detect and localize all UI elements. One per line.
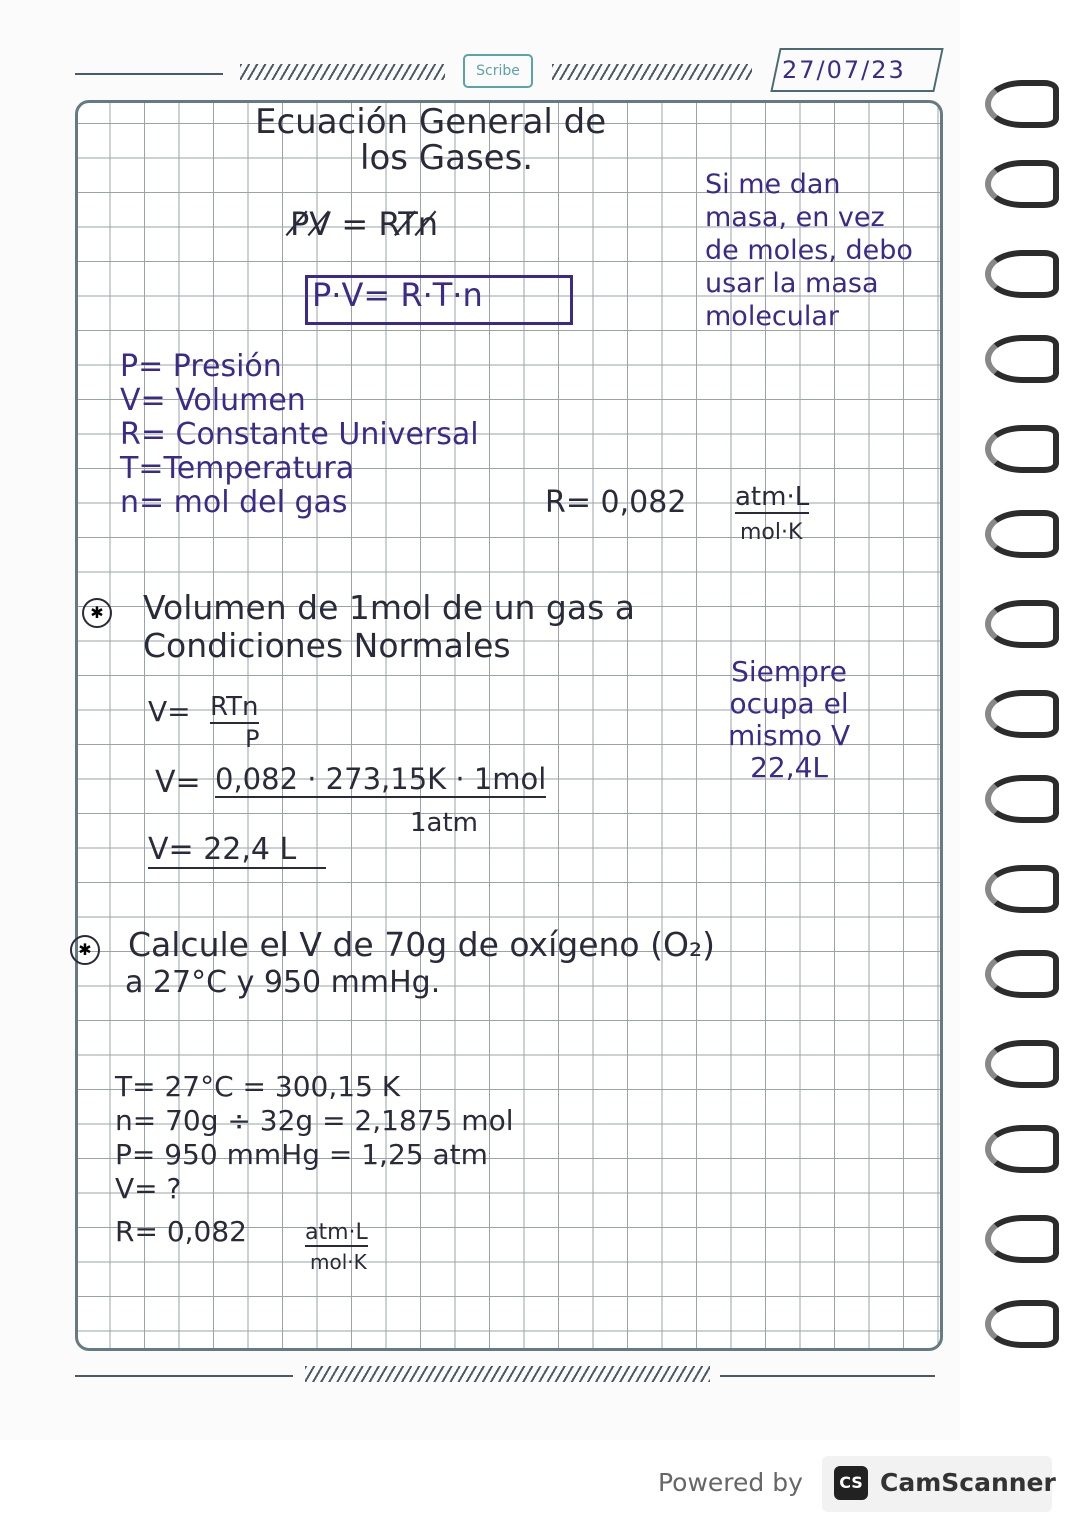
- header-hatch: [240, 64, 445, 80]
- spiral-ring: [985, 690, 1059, 738]
- spiral-ring: [985, 1300, 1059, 1348]
- side-note: [705, 168, 913, 333]
- note-line: Siempre: [731, 655, 848, 688]
- r-numerator: atm·L: [305, 1220, 368, 1245]
- title-line2: los Gases.: [360, 138, 534, 178]
- eq1-left: V=: [148, 695, 191, 728]
- eq1-numerator: RTn: [210, 692, 259, 722]
- r-constant: R= 0,082: [545, 485, 687, 520]
- spiral-ring: [985, 865, 1059, 913]
- data-line: n= 70g ÷ 32g = 2,1875 mol: [115, 1104, 514, 1137]
- spiral-ring: [985, 335, 1059, 383]
- section2-data: [115, 1070, 514, 1206]
- definition: P= Presión: [120, 349, 282, 384]
- spiral-ring: [985, 80, 1059, 128]
- formula-struck: P̸V̸ = RT̸n̸: [290, 205, 439, 243]
- date: 27/07/23: [782, 56, 906, 84]
- camscanner-logo-icon: CS: [834, 1466, 868, 1500]
- powered-by-label: Powered by: [658, 1468, 803, 1497]
- star-bullet-icon: ✱: [70, 935, 100, 965]
- spiral-ring: [985, 425, 1059, 473]
- spiral-ring: [985, 1040, 1059, 1088]
- eq1-denominator: P: [245, 725, 260, 753]
- definition: n= mol del gas: [120, 485, 348, 520]
- note-line: 22,4L: [750, 751, 829, 784]
- section2-prompt: a 27°C y 950 mmHg.: [125, 965, 441, 1000]
- side-note-line: de moles, debo: [705, 235, 913, 266]
- header-hatch: [552, 64, 752, 80]
- side-note-line: masa, en vez: [705, 202, 885, 233]
- footer-rule: [720, 1375, 935, 1377]
- definitions: [120, 350, 479, 520]
- spiral-ring: [985, 775, 1059, 823]
- section1-title: Volumen de 1mol de un gas a: [143, 588, 636, 627]
- footer-rule: [75, 1375, 293, 1377]
- definition: T=Temperatura: [120, 451, 355, 486]
- side-note-line: Si me dan: [705, 169, 841, 200]
- definition: V= Volumen: [120, 383, 306, 418]
- section2-prompt: Calcule el V de 70g de oxígeno (O₂): [128, 925, 716, 964]
- r-numerator: atm·L: [735, 482, 810, 512]
- camscanner-name: CamScanner: [880, 1468, 1056, 1497]
- note-line: mismo V: [728, 719, 851, 752]
- eq2-numerator: 0,082 · 273,15K · 1mol: [215, 762, 547, 796]
- eq2-left: V=: [155, 765, 201, 800]
- section1-result: V= 22,4 L: [148, 832, 326, 869]
- header-rule: [75, 73, 223, 75]
- section1-title: Condiciones Normales: [143, 626, 511, 665]
- formula-boxed: P·V= R·T·n: [312, 276, 483, 314]
- r-denominator: mol·K: [740, 520, 803, 545]
- footer-hatch: [305, 1366, 710, 1382]
- brand-logo: Scribe: [463, 54, 533, 88]
- title-line1: Ecuación General de: [255, 102, 607, 142]
- eq2-denominator: 1atm: [410, 808, 478, 838]
- data-line: T= 27°C = 300,15 K: [115, 1070, 401, 1103]
- definition: R= Constante Universal: [120, 417, 479, 452]
- spiral-ring: [985, 1215, 1059, 1263]
- camscanner-badge[interactable]: [822, 1456, 1056, 1512]
- spiral-ring: [985, 1125, 1059, 1173]
- section1-note: [728, 656, 850, 784]
- note-line: ocupa el: [729, 687, 849, 720]
- data-line: V= ?: [115, 1172, 182, 1205]
- data-line: P= 950 mmHg = 1,25 atm: [115, 1138, 488, 1171]
- side-note-line: molecular: [705, 301, 840, 332]
- r-denominator: mol·K: [310, 1250, 367, 1274]
- spiral-ring: [985, 950, 1059, 998]
- spiral-ring: [985, 160, 1059, 208]
- r-value: R= 0,082: [115, 1215, 247, 1248]
- spiral-ring: [985, 250, 1059, 298]
- side-note-line: usar la masa: [705, 268, 879, 299]
- spiral-ring: [985, 600, 1059, 648]
- star-bullet-icon: ✱: [82, 598, 112, 628]
- spiral-ring: [985, 510, 1059, 558]
